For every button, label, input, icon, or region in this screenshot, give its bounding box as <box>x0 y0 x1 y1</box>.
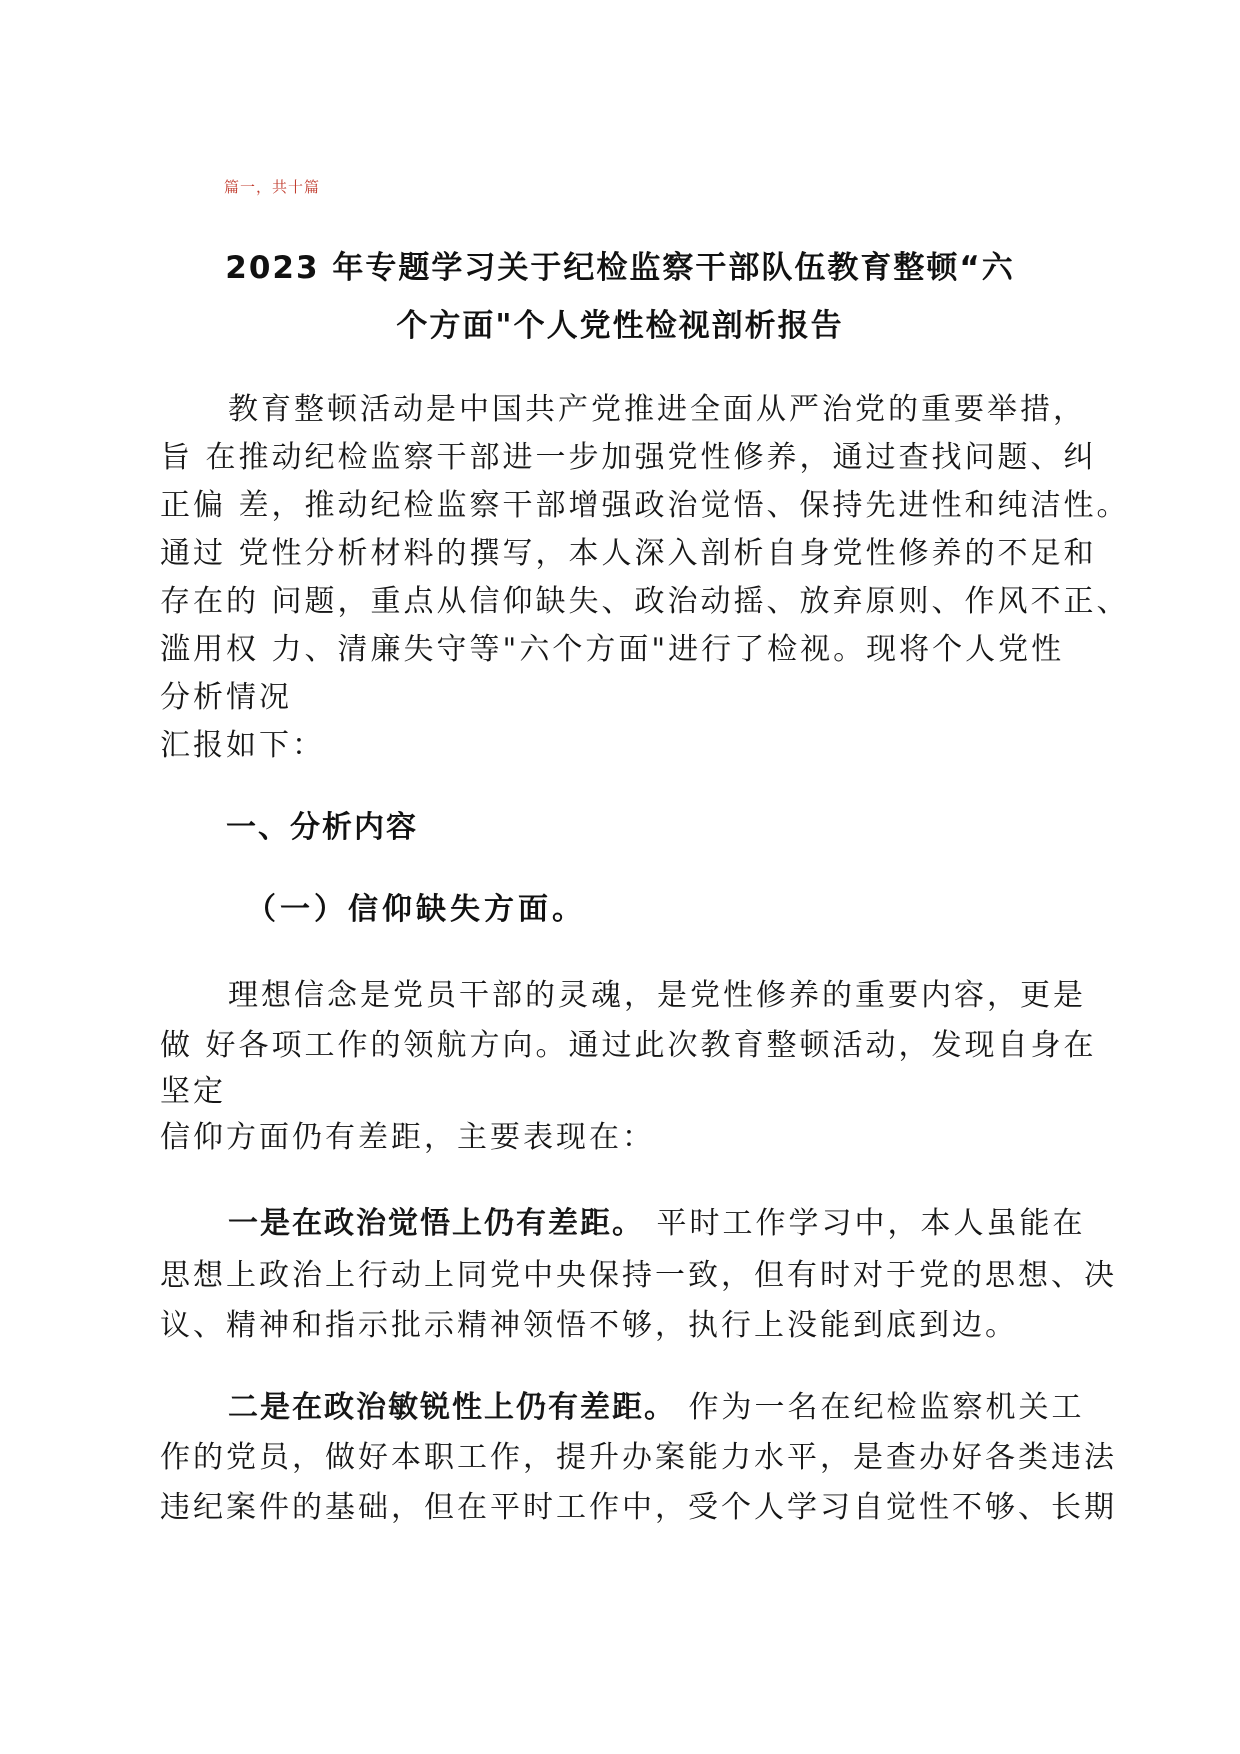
point-2-text: 作为一名在纪检监察机关工 <box>676 1390 1085 1425</box>
point-1-text: 平时工作学习中，本人虽能在 <box>644 1206 1086 1241</box>
document-title-line-2: 个方面"个人党性检视剖析报告 <box>396 308 844 344</box>
body-line: 议、精神和指示批示精神领悟不够，执行上没能到底到边。 <box>160 1308 1018 1343</box>
intro-line: 教育整顿活动是中国共产党推进全面从严治党的重要举措， <box>228 392 1086 427</box>
body-line: 思想上政治上行动上同党中央保持一致，但有时对于党的思想、决 <box>160 1258 1117 1293</box>
intro-line: 分析情况 <box>160 680 292 715</box>
point-1-first-line <box>228 1198 1086 1242</box>
intro-line: 通过 党性分析材料的撰写，本人深入剖析自身党性修养的不足和 <box>160 536 1097 571</box>
body-line: 违纪案件的基础，但在平时工作中，受个人学习自觉性不够、长期 <box>160 1490 1117 1525</box>
point-1-lead: 一是在政治觉悟上仍有差距。 <box>228 1206 644 1241</box>
intro-line: 存在的 问题，重点从信仰缺失、政治动摇、放弃原则、作风不正、 <box>160 584 1130 619</box>
intro-line: 滥用权 力、清廉失守等"六个方面"进行了检视。现将个人党性 <box>160 632 1065 667</box>
intro-line: 正偏 差，推动纪检监察干部增强政治觉悟、保持先进性和纯洁性。 <box>160 488 1130 523</box>
intro-line: 旨 在推动纪检监察干部进一步加强党性修养，通过查找问题、纠 <box>160 440 1097 475</box>
body-line: 做 好各项工作的领航方向。通过此次教育整顿活动，发现自身在 <box>160 1028 1097 1063</box>
body-line: 信仰方面仍有差距，主要表现在： <box>160 1120 655 1155</box>
section-heading: 一、分析内容 <box>226 810 418 845</box>
body-line: 作的党员，做好本职工作，提升办案能力水平，是查办好各类违法 <box>160 1440 1117 1475</box>
point-2-lead: 二是在政治敏锐性上仍有差距。 <box>228 1390 676 1425</box>
document-title-line-1: 2023 年专题学习关于纪检监察干部队伍教育整顿“六 <box>225 250 1015 286</box>
body-line: 理想信念是党员干部的灵魂，是党性修养的重要内容，更是 <box>228 978 1086 1013</box>
point-2-first-line <box>228 1382 1085 1426</box>
intro-line: 汇报如下： <box>160 728 325 763</box>
subsection-heading: （一）信仰缺失方面。 <box>246 892 586 927</box>
body-line: 坚定 <box>160 1074 226 1109</box>
document-note: 篇一，共十篇 <box>224 178 321 196</box>
